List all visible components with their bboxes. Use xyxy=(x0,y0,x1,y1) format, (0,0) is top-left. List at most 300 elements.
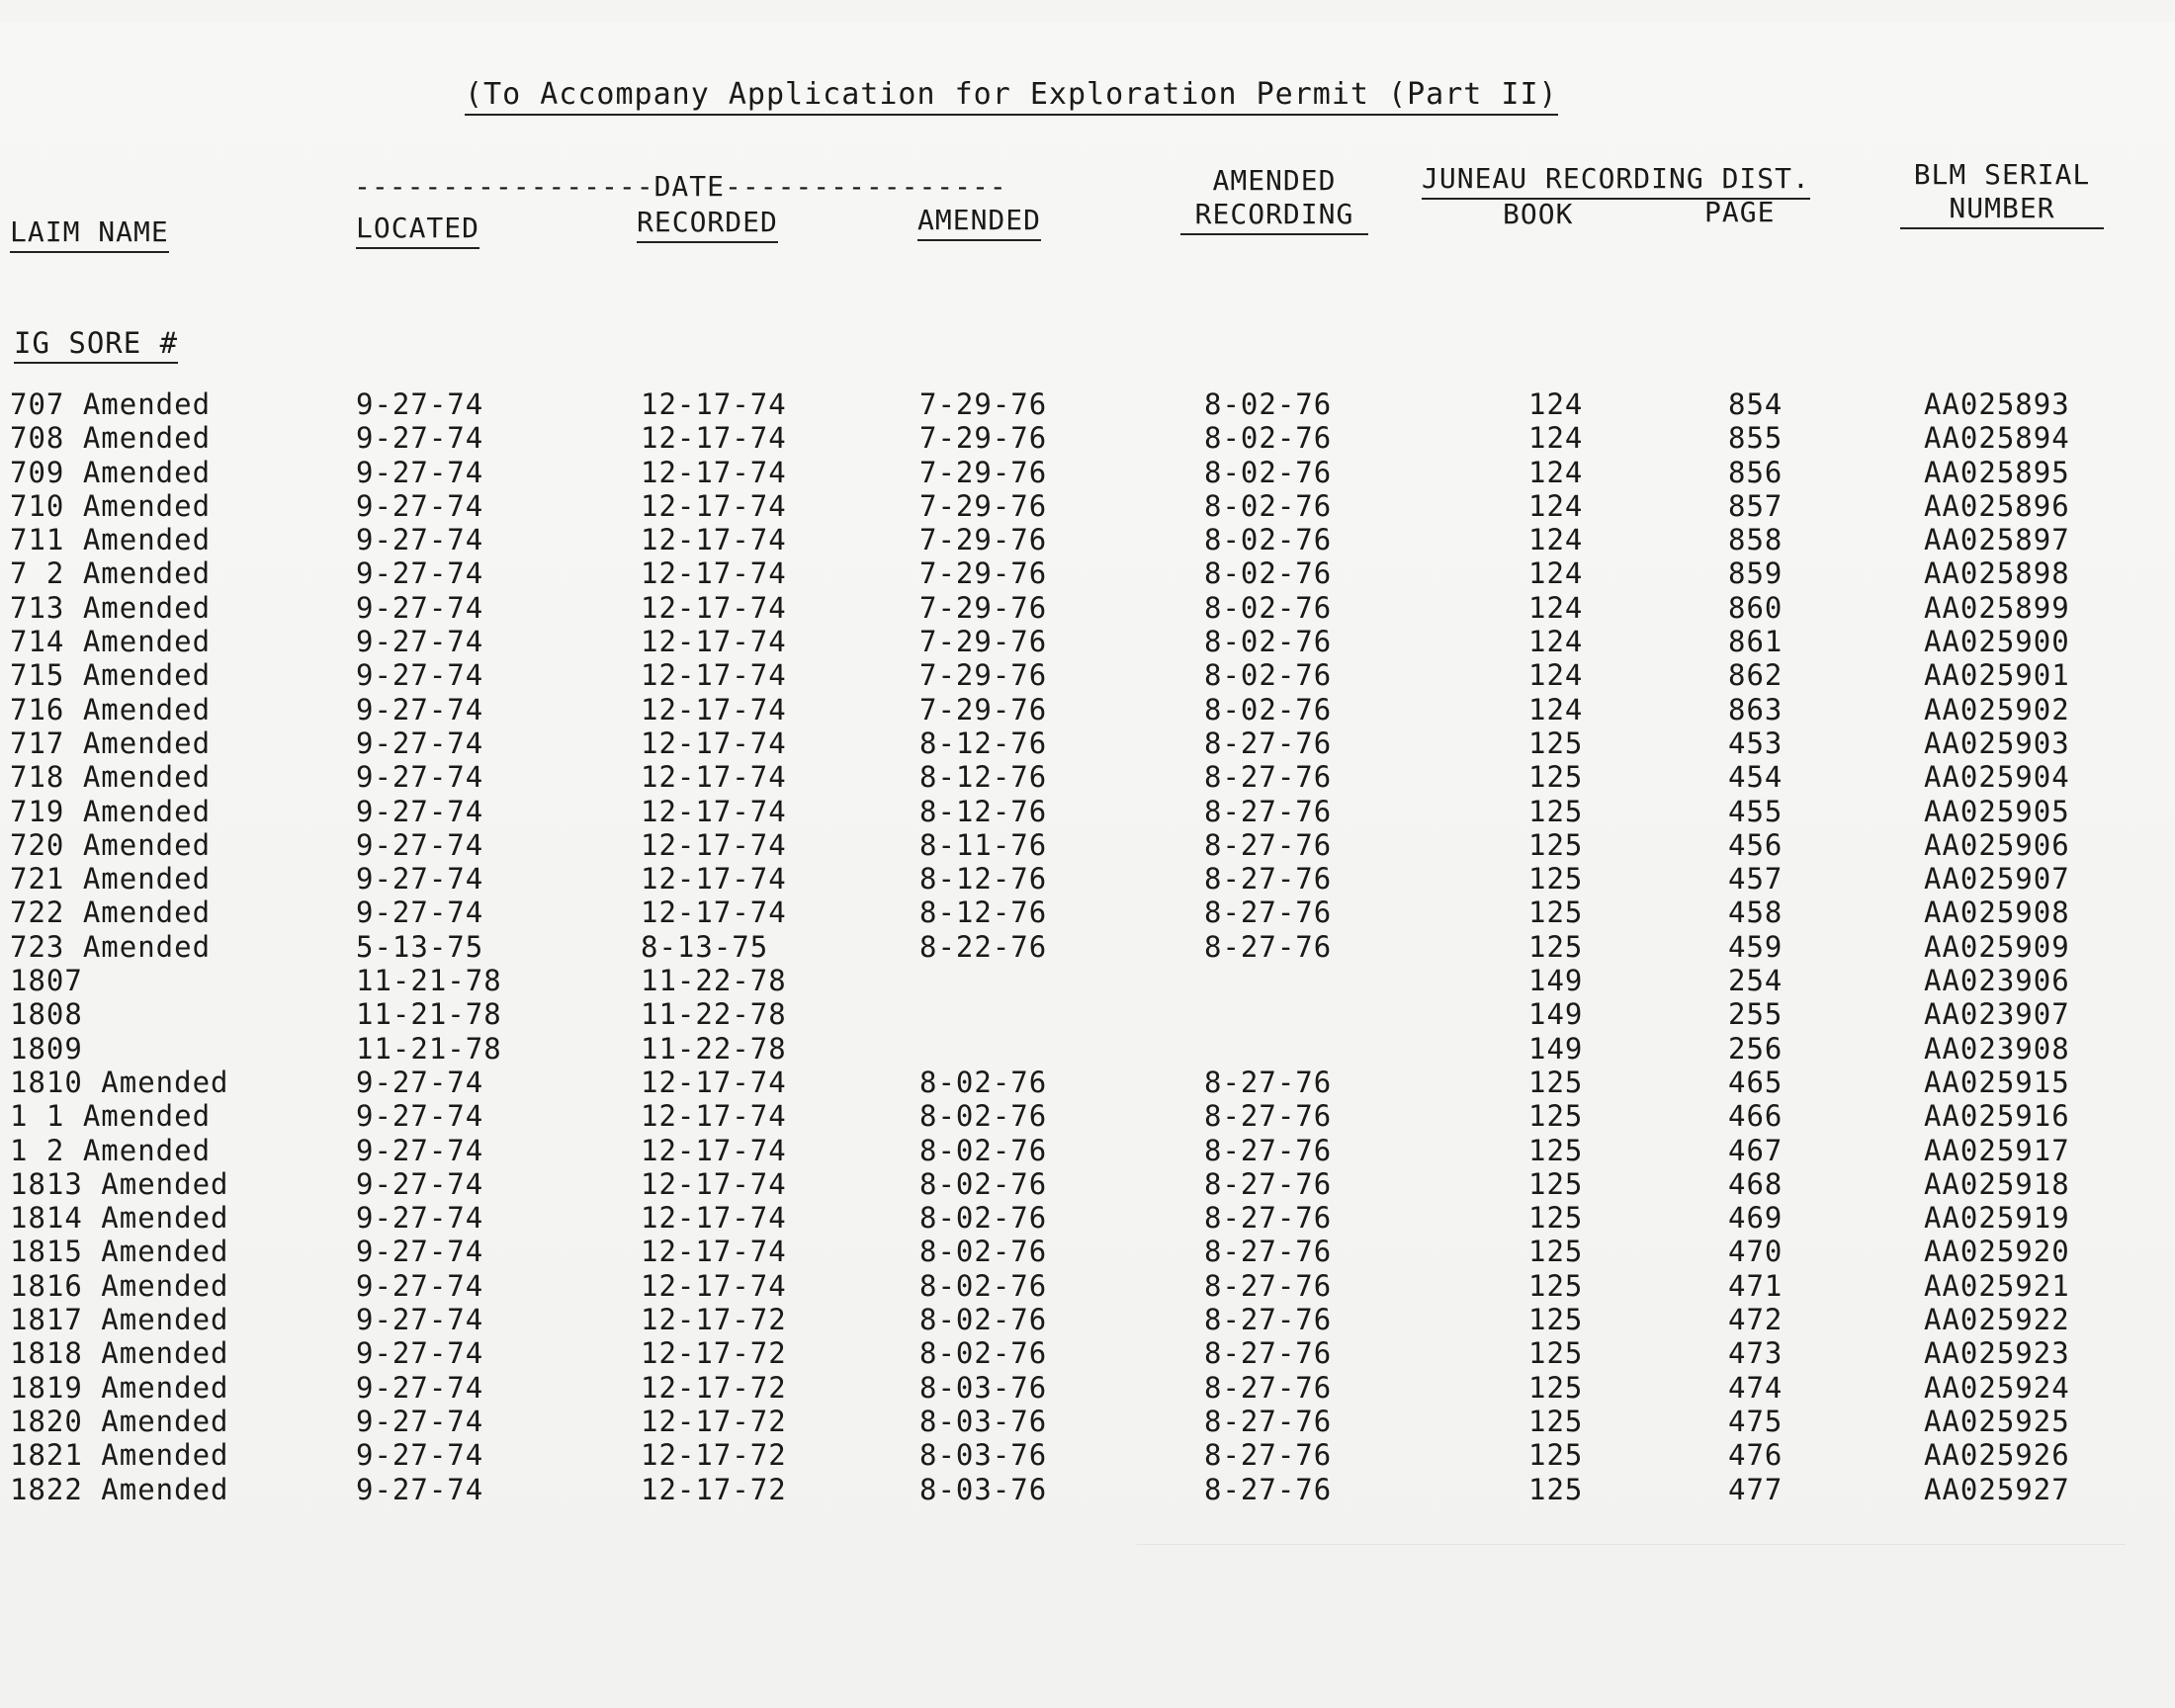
amended-date-cell: 7-29-76 xyxy=(919,455,1048,489)
table-row xyxy=(0,930,2175,964)
claim-name-cell: 708 Amended xyxy=(10,421,212,456)
located-date-cell: 5-13-75 xyxy=(356,929,484,964)
table-row xyxy=(0,1405,2175,1438)
table-row xyxy=(0,726,2175,760)
located-date-cell: 9-27-74 xyxy=(356,488,484,523)
claim-name-cell: 721 Amended xyxy=(10,862,212,897)
blm-serial-cell: AA025921 xyxy=(1924,1268,2070,1303)
amended-date-cell: 8-02-76 xyxy=(919,1336,1048,1371)
located-date-cell: 11-21-78 xyxy=(356,997,502,1032)
blm-serial-cell: AA025924 xyxy=(1924,1370,2070,1405)
book-cell: 125 xyxy=(1528,1133,1584,1167)
amended-date-cell: 7-29-76 xyxy=(919,556,1048,591)
recorded-date-cell: 12-17-74 xyxy=(641,896,787,930)
table-row xyxy=(0,964,2175,997)
book-cell: 124 xyxy=(1528,658,1584,693)
table-row xyxy=(0,1235,2175,1268)
recorded-date-cell: 12-17-74 xyxy=(641,1166,787,1201)
recorded-date-cell: 8-13-75 xyxy=(641,929,769,964)
page-cell: 474 xyxy=(1728,1370,1784,1405)
claim-name-cell: 720 Amended xyxy=(10,827,212,862)
amended-date-cell: 8-02-76 xyxy=(919,1235,1048,1269)
claim-name-cell: 1814 Amended xyxy=(10,1201,229,1236)
located-date-cell: 9-27-74 xyxy=(356,1201,484,1236)
book-cell: 125 xyxy=(1528,896,1584,930)
located-date-cell: 9-27-74 xyxy=(356,658,484,693)
page-cell: 476 xyxy=(1728,1438,1784,1473)
blm-serial-cell: AA025893 xyxy=(1924,387,2070,421)
amended-recording-date-cell: 8-27-76 xyxy=(1204,1404,1333,1438)
book-cell: 149 xyxy=(1528,964,1584,998)
table-row xyxy=(0,896,2175,929)
blm-serial-cell: AA025902 xyxy=(1924,692,2070,726)
claim-name-cell: 1820 Amended xyxy=(10,1404,229,1438)
page-cell: 470 xyxy=(1728,1235,1784,1269)
claim-name-cell: 711 Amended xyxy=(10,523,212,557)
book-cell: 125 xyxy=(1528,1404,1584,1438)
page-cell: 854 xyxy=(1728,387,1784,421)
amended-recording-date-cell: 8-27-76 xyxy=(1204,1303,1333,1337)
located-date-cell: 11-21-78 xyxy=(356,964,502,998)
book-cell: 125 xyxy=(1528,726,1584,760)
amended-recording-date-cell: 8-02-76 xyxy=(1204,488,1333,523)
page-cell: 454 xyxy=(1728,760,1784,795)
amended-recording-date-cell: 8-27-76 xyxy=(1204,827,1333,862)
table-row xyxy=(0,1032,2175,1066)
book-cell: 125 xyxy=(1528,1166,1584,1201)
book-cell: 125 xyxy=(1528,794,1584,828)
page-cell: 472 xyxy=(1728,1303,1784,1337)
book-cell: 125 xyxy=(1528,862,1584,897)
claim-name-cell: 716 Amended xyxy=(10,692,212,726)
located-date-cell: 9-27-74 xyxy=(356,692,484,726)
blm-serial-cell: AA025915 xyxy=(1924,1065,2070,1099)
book-cell: 124 xyxy=(1528,625,1584,659)
blm-serial-cell: AA025896 xyxy=(1924,488,2070,523)
located-date-cell: 9-27-74 xyxy=(356,625,484,659)
amended-date-cell: 8-02-76 xyxy=(919,1065,1048,1099)
book-cell: 124 xyxy=(1528,488,1584,523)
located-date-cell: 9-27-74 xyxy=(356,1133,484,1167)
claim-name-cell: 1821 Amended xyxy=(10,1438,229,1473)
page-cell: 856 xyxy=(1728,455,1784,489)
header-date-group: -----------------DATE---------------- xyxy=(354,170,1007,203)
table-row xyxy=(0,387,2175,421)
located-date-cell: 9-27-74 xyxy=(356,1268,484,1303)
recorded-date-cell: 11-22-78 xyxy=(641,1031,787,1066)
page-cell: 863 xyxy=(1728,692,1784,726)
book-cell: 125 xyxy=(1528,1438,1584,1473)
amended-recording-date-cell: 8-02-76 xyxy=(1204,455,1333,489)
blm-serial-cell: AA025909 xyxy=(1924,929,2070,964)
located-date-cell: 9-27-74 xyxy=(356,1370,484,1405)
page-cell: 453 xyxy=(1728,726,1784,760)
amended-date-cell: 7-29-76 xyxy=(919,488,1048,523)
amended-recording-date-cell: 8-27-76 xyxy=(1204,1235,1333,1269)
book-cell: 125 xyxy=(1528,1235,1584,1269)
located-date-cell: 9-27-74 xyxy=(356,827,484,862)
table-row xyxy=(0,760,2175,794)
table-row xyxy=(0,489,2175,523)
recorded-date-cell: 12-17-74 xyxy=(641,1065,787,1099)
amended-date-cell: 8-12-76 xyxy=(919,794,1048,828)
recorded-date-cell: 12-17-74 xyxy=(641,1201,787,1236)
amended-recording-date-cell: 8-27-76 xyxy=(1204,1133,1333,1167)
page-cell: 456 xyxy=(1728,827,1784,862)
recorded-date-cell: 12-17-74 xyxy=(641,488,787,523)
book-cell: 125 xyxy=(1528,1268,1584,1303)
claim-name-cell: 718 Amended xyxy=(10,760,212,795)
book-cell: 125 xyxy=(1528,1370,1584,1405)
amended-recording-date-cell: 8-27-76 xyxy=(1204,1472,1333,1506)
claim-name-cell: 714 Amended xyxy=(10,625,212,659)
blm-serial-cell: AA025897 xyxy=(1924,523,2070,557)
located-date-cell: 9-27-74 xyxy=(356,726,484,760)
amended-date-cell: 8-02-76 xyxy=(919,1201,1048,1236)
header-blm-serial-line1: BLM SERIAL xyxy=(1913,158,2091,191)
page-cell: 458 xyxy=(1728,896,1784,930)
located-date-cell: 9-27-74 xyxy=(356,1336,484,1371)
amended-date-cell: 7-29-76 xyxy=(919,692,1048,726)
claim-name-cell: 7 2 Amended xyxy=(10,556,212,591)
recorded-date-cell: 12-17-74 xyxy=(641,1133,787,1167)
located-date-cell: 9-27-74 xyxy=(356,421,484,456)
amended-date-cell: 8-12-76 xyxy=(919,760,1048,795)
blm-serial-cell: AA025900 xyxy=(1924,625,2070,659)
header-amended-recording-line2: RECORDING xyxy=(1180,198,1368,235)
located-date-cell: 9-27-74 xyxy=(356,1303,484,1337)
blm-serial-cell: AA025920 xyxy=(1924,1235,2070,1269)
claim-name-cell: 713 Amended xyxy=(10,590,212,625)
book-cell: 149 xyxy=(1528,1031,1584,1066)
table-row xyxy=(0,421,2175,455)
claim-name-cell: 1816 Amended xyxy=(10,1268,229,1303)
book-cell: 125 xyxy=(1528,929,1584,964)
header-juneau-recording-dist: JUNEAU RECORDING DIST. xyxy=(1422,162,1810,200)
book-cell: 125 xyxy=(1528,1472,1584,1506)
header-page: PAGE xyxy=(1704,196,1776,228)
located-date-cell: 9-27-74 xyxy=(356,556,484,591)
amended-recording-date-cell: 8-02-76 xyxy=(1204,658,1333,693)
located-date-cell: 9-27-74 xyxy=(356,760,484,795)
page-cell: 477 xyxy=(1728,1472,1784,1506)
amended-date-cell: 8-02-76 xyxy=(919,1133,1048,1167)
header-blm-serial-line2: NUMBER xyxy=(1900,192,2104,229)
recorded-date-cell: 12-17-74 xyxy=(641,1235,787,1269)
book-cell: 125 xyxy=(1528,1065,1584,1099)
blm-serial-cell: AA025904 xyxy=(1924,760,2070,795)
amended-date-cell: 7-29-76 xyxy=(919,625,1048,659)
claim-name-cell: 1 2 Amended xyxy=(10,1133,212,1167)
located-date-cell: 9-27-74 xyxy=(356,523,484,557)
blm-serial-cell: AA025907 xyxy=(1924,862,2070,897)
amended-date-cell: 8-02-76 xyxy=(919,1166,1048,1201)
table-row xyxy=(0,1371,2175,1405)
claim-name-cell: 1813 Amended xyxy=(10,1166,229,1201)
amended-recording-date-cell: 8-02-76 xyxy=(1204,523,1333,557)
table-row xyxy=(0,1438,2175,1472)
page-cell: 855 xyxy=(1728,421,1784,456)
header-amended-recording xyxy=(1180,164,1368,235)
amended-recording-date-cell: 8-02-76 xyxy=(1204,421,1333,456)
amended-date-cell: 8-03-76 xyxy=(919,1438,1048,1473)
book-cell: 124 xyxy=(1528,523,1584,557)
amended-date-cell: 8-03-76 xyxy=(919,1404,1048,1438)
blm-serial-cell: AA025925 xyxy=(1924,1404,2070,1438)
page-cell: 473 xyxy=(1728,1336,1784,1371)
recorded-date-cell: 12-17-74 xyxy=(641,387,787,421)
claim-name-cell: 1815 Amended xyxy=(10,1235,229,1269)
book-cell: 124 xyxy=(1528,421,1584,456)
located-date-cell: 9-27-74 xyxy=(356,1472,484,1506)
recorded-date-cell: 12-17-74 xyxy=(641,625,787,659)
amended-recording-date-cell: 8-27-76 xyxy=(1204,1370,1333,1405)
page-cell: 255 xyxy=(1728,997,1784,1032)
table-row xyxy=(0,828,2175,862)
blm-serial-cell: AA025908 xyxy=(1924,896,2070,930)
amended-date-cell: 7-29-76 xyxy=(919,658,1048,693)
claim-name-cell: 1822 Amended xyxy=(10,1472,229,1506)
recorded-date-cell: 12-17-74 xyxy=(641,455,787,489)
located-date-cell: 9-27-74 xyxy=(356,387,484,421)
amended-recording-date-cell: 8-27-76 xyxy=(1204,794,1333,828)
amended-recording-date-cell: 8-02-76 xyxy=(1204,590,1333,625)
blm-serial-cell: AA025895 xyxy=(1924,455,2070,489)
amended-recording-date-cell: 8-27-76 xyxy=(1204,929,1333,964)
recorded-date-cell: 12-17-72 xyxy=(641,1472,787,1506)
located-date-cell: 9-27-74 xyxy=(356,455,484,489)
recorded-date-cell: 12-17-74 xyxy=(641,590,787,625)
header-amended: AMENDED xyxy=(917,204,1041,241)
header-book: BOOK xyxy=(1503,198,1574,230)
document-sheet xyxy=(0,22,2175,1708)
amended-recording-date-cell: 8-27-76 xyxy=(1204,896,1333,930)
amended-date-cell: 8-02-76 xyxy=(919,1099,1048,1134)
amended-recording-date-cell: 8-27-76 xyxy=(1204,1099,1333,1134)
book-cell: 124 xyxy=(1528,387,1584,421)
page-cell: 861 xyxy=(1728,625,1784,659)
table-row xyxy=(0,1099,2175,1133)
page-cell: 471 xyxy=(1728,1268,1784,1303)
table-row xyxy=(0,523,2175,556)
claims-table-body xyxy=(0,387,2175,1506)
amended-recording-date-cell: 8-02-76 xyxy=(1204,625,1333,659)
page-cell: 862 xyxy=(1728,658,1784,693)
blm-serial-cell: AA025898 xyxy=(1924,556,2070,591)
amended-recording-date-cell: 8-27-76 xyxy=(1204,726,1333,760)
blm-serial-cell: AA023906 xyxy=(1924,964,2070,998)
located-date-cell: 9-27-74 xyxy=(356,1404,484,1438)
header-claim-name: LAIM NAME xyxy=(10,215,169,253)
page-cell: 466 xyxy=(1728,1099,1784,1134)
amended-recording-date-cell: 8-27-76 xyxy=(1204,760,1333,795)
blm-serial-cell: AA025918 xyxy=(1924,1166,2070,1201)
book-cell: 125 xyxy=(1528,1201,1584,1236)
table-row xyxy=(0,1473,2175,1506)
blm-serial-cell: AA025899 xyxy=(1924,590,2070,625)
amended-date-cell: 8-12-76 xyxy=(919,896,1048,930)
recorded-date-cell: 12-17-74 xyxy=(641,827,787,862)
located-date-cell: 9-27-74 xyxy=(356,1166,484,1201)
book-cell: 125 xyxy=(1528,1303,1584,1337)
recorded-date-cell: 12-17-74 xyxy=(641,1099,787,1134)
section-label: IG SORE # xyxy=(14,326,178,364)
table-row xyxy=(0,1336,2175,1370)
claim-name-cell: 709 Amended xyxy=(10,455,212,489)
page-cell: 254 xyxy=(1728,964,1784,998)
blm-serial-cell: AA025927 xyxy=(1924,1472,2070,1506)
blm-serial-cell: AA025919 xyxy=(1924,1201,2070,1236)
table-row xyxy=(0,1066,2175,1099)
book-cell: 125 xyxy=(1528,1099,1584,1134)
table-row xyxy=(0,658,2175,692)
table-row xyxy=(0,795,2175,828)
header-blm-serial xyxy=(1900,158,2104,229)
page-cell: 459 xyxy=(1728,929,1784,964)
amended-date-cell: 7-29-76 xyxy=(919,523,1048,557)
amended-date-cell: 7-29-76 xyxy=(919,387,1048,421)
book-cell: 124 xyxy=(1528,590,1584,625)
amended-recording-date-cell: 8-27-76 xyxy=(1204,1438,1333,1473)
amended-date-cell: 8-12-76 xyxy=(919,862,1048,897)
page-cell: 469 xyxy=(1728,1201,1784,1236)
recorded-date-cell: 12-17-72 xyxy=(641,1303,787,1337)
amended-recording-date-cell: 8-27-76 xyxy=(1204,1336,1333,1371)
table-row xyxy=(0,1303,2175,1336)
page-cell: 457 xyxy=(1728,862,1784,897)
recorded-date-cell: 12-17-74 xyxy=(641,523,787,557)
book-cell: 125 xyxy=(1528,760,1584,795)
recorded-date-cell: 12-17-72 xyxy=(641,1438,787,1473)
recorded-date-cell: 12-17-72 xyxy=(641,1404,787,1438)
table-row xyxy=(0,693,2175,726)
recorded-date-cell: 12-17-74 xyxy=(641,794,787,828)
page-cell: 467 xyxy=(1728,1133,1784,1167)
located-date-cell: 9-27-74 xyxy=(356,1099,484,1134)
page-cell: 256 xyxy=(1728,1031,1784,1066)
table-row xyxy=(0,556,2175,590)
claim-name-cell: 719 Amended xyxy=(10,794,212,828)
amended-recording-date-cell: 8-02-76 xyxy=(1204,692,1333,726)
table-row xyxy=(0,1134,2175,1167)
recorded-date-cell: 12-17-74 xyxy=(641,421,787,456)
blm-serial-cell: AA023907 xyxy=(1924,997,2070,1032)
table-row xyxy=(0,591,2175,625)
table-row xyxy=(0,862,2175,896)
recorded-date-cell: 12-17-74 xyxy=(641,1268,787,1303)
amended-recording-date-cell: 8-27-76 xyxy=(1204,1065,1333,1099)
blm-serial-cell: AA025894 xyxy=(1924,421,2070,456)
blm-serial-cell: AA025916 xyxy=(1924,1099,2070,1134)
claim-name-cell: 707 Amended xyxy=(10,387,212,421)
book-cell: 125 xyxy=(1528,827,1584,862)
amended-recording-date-cell: 8-27-76 xyxy=(1204,1201,1333,1236)
recorded-date-cell: 11-22-78 xyxy=(641,964,787,998)
located-date-cell: 9-27-74 xyxy=(356,896,484,930)
claim-name-cell: 1808 xyxy=(10,997,83,1032)
claim-name-cell: 1807 xyxy=(10,964,83,998)
book-cell: 124 xyxy=(1528,455,1584,489)
amended-date-cell: 8-03-76 xyxy=(919,1370,1048,1405)
table-row xyxy=(0,1269,2175,1303)
page-cell: 468 xyxy=(1728,1166,1784,1201)
claim-name-cell: 1819 Amended xyxy=(10,1370,229,1405)
amended-date-cell: 7-29-76 xyxy=(919,590,1048,625)
located-date-cell: 9-27-74 xyxy=(356,862,484,897)
blm-serial-cell: AA025926 xyxy=(1924,1438,2070,1473)
blm-serial-cell: AA025922 xyxy=(1924,1303,2070,1337)
located-date-cell: 9-27-74 xyxy=(356,794,484,828)
blm-serial-cell: AA025923 xyxy=(1924,1336,2070,1371)
table-row xyxy=(0,625,2175,658)
claim-name-cell: 717 Amended xyxy=(10,726,212,760)
recorded-date-cell: 12-17-74 xyxy=(641,726,787,760)
header-recorded: RECORDED xyxy=(637,206,778,243)
amended-recording-date-cell: 8-02-76 xyxy=(1204,387,1333,421)
blm-serial-cell: AA023908 xyxy=(1924,1031,2070,1066)
recorded-date-cell: 12-17-74 xyxy=(641,862,787,897)
page-cell: 455 xyxy=(1728,794,1784,828)
claim-name-cell: 1809 xyxy=(10,1031,83,1066)
page-cell: 857 xyxy=(1728,488,1784,523)
blm-serial-cell: AA025901 xyxy=(1924,658,2070,693)
blm-serial-cell: AA025906 xyxy=(1924,827,2070,862)
claim-name-cell: 715 Amended xyxy=(10,658,212,693)
header-located: LOCATED xyxy=(356,212,479,249)
located-date-cell: 11-21-78 xyxy=(356,1031,502,1066)
blm-serial-cell: AA025903 xyxy=(1924,726,2070,760)
page-cell: 859 xyxy=(1728,556,1784,591)
table-row xyxy=(0,456,2175,489)
located-date-cell: 9-27-74 xyxy=(356,590,484,625)
table-row xyxy=(0,997,2175,1031)
claim-name-cell: 1810 Amended xyxy=(10,1065,229,1099)
blm-serial-cell: AA025905 xyxy=(1924,794,2070,828)
claim-name-cell: 1817 Amended xyxy=(10,1303,229,1337)
recorded-date-cell: 12-17-74 xyxy=(641,760,787,795)
claim-name-cell: 1 1 Amended xyxy=(10,1099,212,1134)
book-cell: 124 xyxy=(1528,556,1584,591)
amended-date-cell: 8-12-76 xyxy=(919,726,1048,760)
located-date-cell: 9-27-74 xyxy=(356,1235,484,1269)
recorded-date-cell: 12-17-74 xyxy=(641,658,787,693)
amended-recording-date-cell: 8-27-76 xyxy=(1204,862,1333,897)
claim-name-cell: 1818 Amended xyxy=(10,1336,229,1371)
claim-name-cell: 723 Amended xyxy=(10,929,212,964)
amended-date-cell: 8-03-76 xyxy=(919,1472,1048,1506)
bleed-through-line xyxy=(1137,1544,2126,1545)
book-cell: 149 xyxy=(1528,997,1584,1032)
amended-date-cell: 8-02-76 xyxy=(919,1268,1048,1303)
recorded-date-cell: 11-22-78 xyxy=(641,997,787,1032)
recorded-date-cell: 12-17-74 xyxy=(641,692,787,726)
amended-date-cell: 7-29-76 xyxy=(919,421,1048,456)
amended-date-cell: 8-02-76 xyxy=(919,1303,1048,1337)
recorded-date-cell: 12-17-74 xyxy=(641,556,787,591)
amended-recording-date-cell: 8-27-76 xyxy=(1204,1268,1333,1303)
located-date-cell: 9-27-74 xyxy=(356,1065,484,1099)
table-row xyxy=(0,1201,2175,1235)
book-cell: 124 xyxy=(1528,692,1584,726)
amended-recording-date-cell: 8-27-76 xyxy=(1204,1166,1333,1201)
claim-name-cell: 722 Amended xyxy=(10,896,212,930)
table-row xyxy=(0,1167,2175,1201)
book-cell: 125 xyxy=(1528,1336,1584,1371)
page-cell: 475 xyxy=(1728,1404,1784,1438)
claim-name-cell: 710 Amended xyxy=(10,488,212,523)
header-amended-recording-line1: AMENDED xyxy=(1212,164,1337,197)
recorded-date-cell: 12-17-72 xyxy=(641,1336,787,1371)
